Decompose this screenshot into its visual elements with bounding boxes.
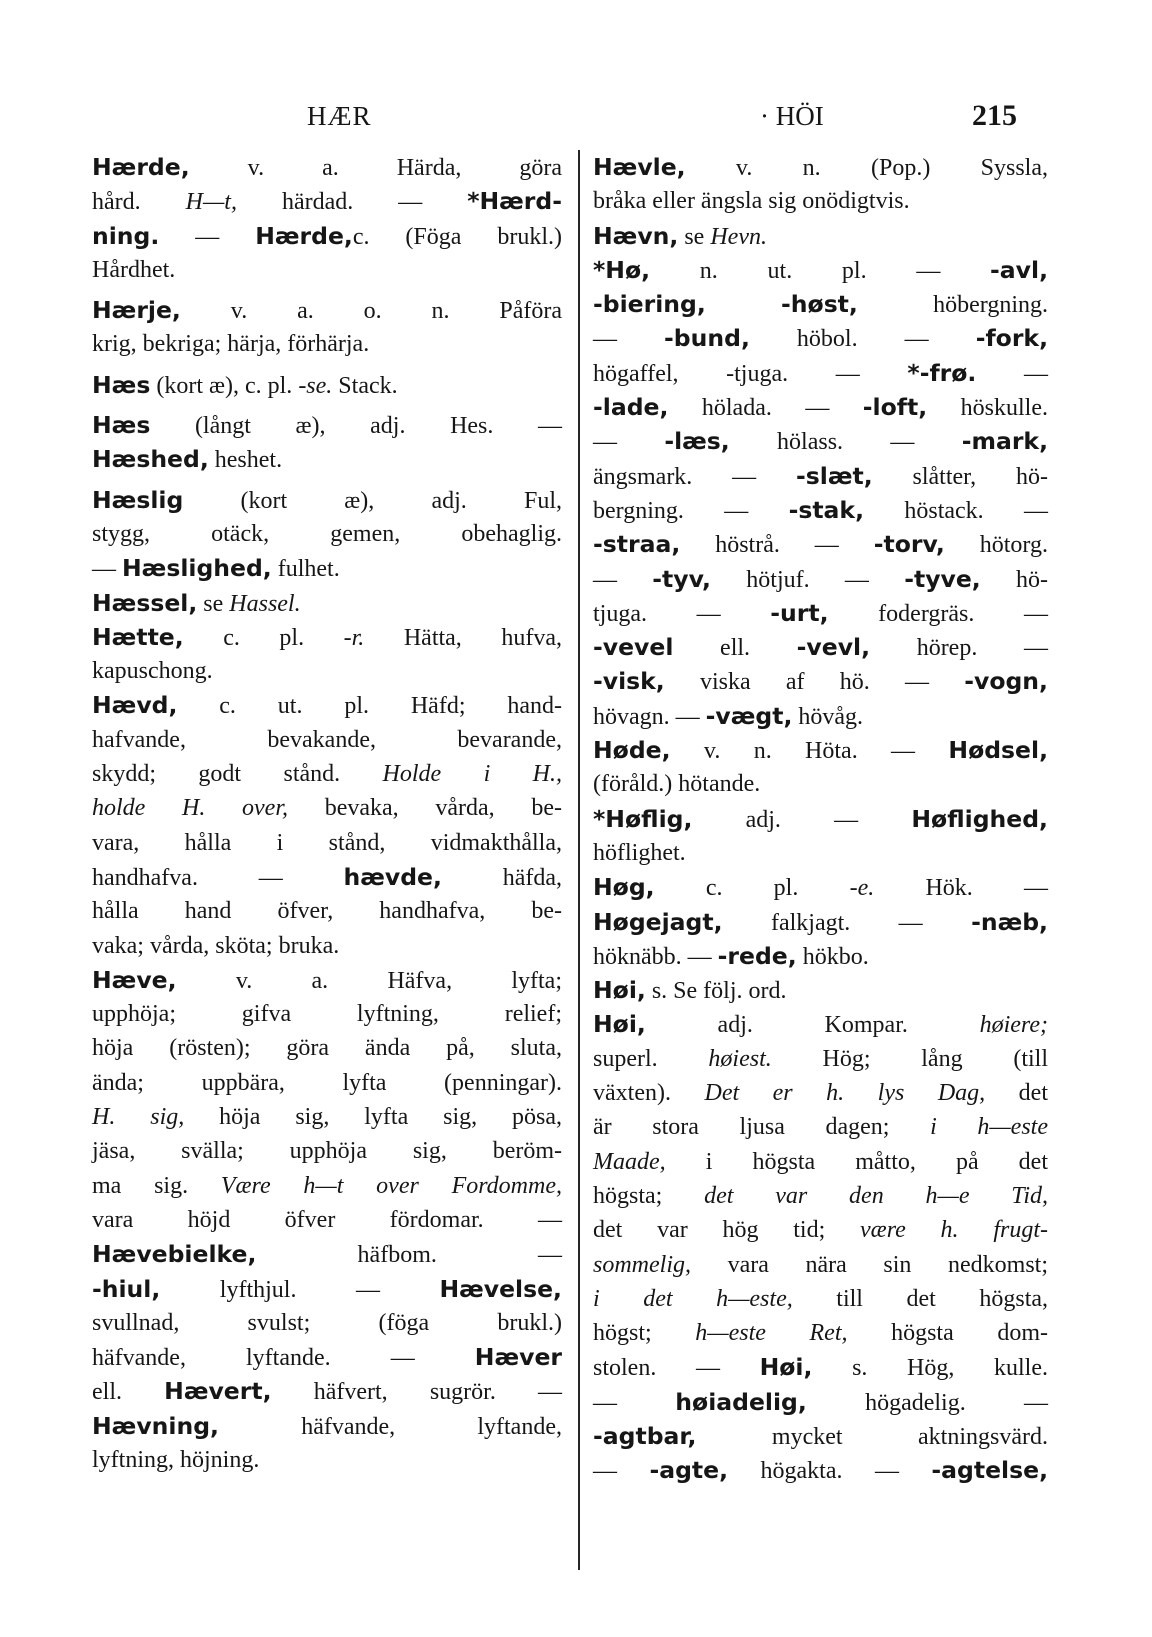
- entry-line: [92, 826, 562, 860]
- definition-text: häfbom. —: [256, 1242, 562, 1269]
- headword: Høi,: [593, 1010, 646, 1039]
- italic-phrase: Hevn.: [710, 223, 767, 250]
- running-head-left: HÆR: [307, 101, 372, 131]
- headword: Hæve,: [92, 965, 177, 994]
- entry-line: [92, 327, 562, 361]
- definition-text: lyftning, höjning.: [92, 1446, 260, 1473]
- definition-text: härdad. —: [236, 189, 468, 216]
- entry-line: [92, 894, 562, 928]
- headword: Hæshed,: [92, 445, 209, 474]
- definition-text: Hätta, hufva,: [364, 624, 562, 651]
- headword: -vevl,: [796, 633, 871, 662]
- entry-line: [593, 287, 1048, 321]
- definition-text: höskulle.: [927, 395, 1048, 422]
- headword: Hætte,: [92, 622, 184, 651]
- headword: Høg,: [593, 873, 655, 902]
- definition-text: ängsmark. —: [593, 463, 796, 490]
- entry-line: [92, 1409, 562, 1443]
- italic-phrase: i h—este: [930, 1114, 1048, 1141]
- entry-line: [92, 860, 562, 894]
- definition-text: (föråld.) hötande.: [593, 771, 761, 798]
- headword: *-frø.: [907, 358, 977, 387]
- headword: -vægt,: [705, 701, 793, 730]
- definition-text: hölass. —: [729, 429, 962, 456]
- entry-line: [593, 973, 1048, 1007]
- definition-text: högadelig. —: [806, 1389, 1049, 1416]
- entry-line: [593, 527, 1048, 561]
- definition-text: —: [593, 1389, 676, 1416]
- definition-text: hafvande, bevakande, bevarande,: [92, 726, 562, 753]
- headword: Hæslighed,: [122, 554, 272, 583]
- headword: hævde,: [343, 862, 442, 891]
- italic-phrase: -r.: [343, 624, 365, 651]
- entry-line: [92, 293, 562, 327]
- definition-text: vaka; vårda, sköta; bruka.: [92, 932, 340, 959]
- definition-text: tjuga. —: [593, 600, 771, 627]
- entry-line: [92, 219, 562, 253]
- entry-line: [593, 870, 1048, 904]
- definition-text: fodergräs. —: [828, 600, 1048, 627]
- definition-text: häfvert, sugrör. —: [271, 1379, 562, 1406]
- entry-line: [593, 802, 1048, 836]
- definition-text: är stora ljusa dagen;: [593, 1114, 931, 1141]
- italic-phrase: høiere;: [979, 1012, 1048, 1039]
- definition-text: hötorg.: [944, 532, 1048, 559]
- entry-line: [92, 1374, 562, 1408]
- definition-text: Hårdhet.: [92, 256, 176, 283]
- italic-phrase: Holde i H.,: [382, 761, 562, 788]
- definition-text: c. pl.: [654, 875, 850, 902]
- definition-text: häfvande, lyftande. —: [92, 1345, 475, 1372]
- headword: -biering,: [593, 290, 706, 319]
- definition-text: högsta dom-: [847, 1320, 1048, 1347]
- definition-text: [706, 292, 781, 318]
- headword: -tyv,: [652, 564, 711, 593]
- headword: -torv,: [873, 530, 945, 559]
- definition-text: (kort æ), c. pl.: [150, 372, 299, 399]
- entry-line: [593, 1453, 1048, 1487]
- definition-text: växten).: [593, 1080, 705, 1107]
- headword: *Hø,: [593, 255, 651, 284]
- definition-text: ell.: [673, 635, 797, 662]
- definition-text: höbol. —: [749, 326, 976, 353]
- definition-text: c. ut. pl. Häfd; hand-: [177, 693, 562, 720]
- entry-line: [593, 1419, 1048, 1453]
- entry-line: [593, 1007, 1048, 1041]
- definition-text: till det högsta,: [792, 1285, 1049, 1312]
- headword: -agtelse,: [931, 1456, 1048, 1485]
- italic-phrase: det var den h—e Tid,: [704, 1182, 1049, 1209]
- headword: Høgejagt,: [593, 907, 723, 936]
- definition-text: —: [976, 360, 1048, 387]
- definition-text: bergning. —: [593, 497, 789, 524]
- italic-phrase: Hassel.: [229, 590, 301, 617]
- definition-text: häfvande, lyftande,: [218, 1413, 562, 1440]
- definition-text: ma sig.: [92, 1172, 221, 1199]
- headword: *Høflig,: [593, 804, 693, 833]
- entry-line: [593, 1110, 1048, 1144]
- definition-text: höknäbb. —: [593, 943, 718, 970]
- headword: Hævn,: [593, 221, 679, 250]
- definition-text: häfda,: [441, 864, 563, 891]
- italic-phrase: H. sig,: [92, 1104, 185, 1131]
- definition-text: hö-: [980, 566, 1049, 593]
- definition-text: vara höjd öfver fördomar. —: [92, 1206, 562, 1233]
- definition-text: Hög; lång (till: [771, 1045, 1049, 1072]
- definition-text: det: [985, 1080, 1049, 1107]
- italic-phrase: holde H. over,: [92, 795, 289, 822]
- definition-text: v. a. Häfva, lyfta;: [176, 967, 562, 994]
- definition-text: —: [593, 429, 665, 456]
- entry-line: [92, 483, 562, 517]
- headword: -rede,: [717, 941, 797, 970]
- definition-text: hökbo.: [796, 943, 869, 970]
- entry-line: [92, 442, 562, 476]
- definition-text: svullnad, svulst; (föga brukl.): [92, 1309, 562, 1336]
- headword: -visk,: [593, 667, 665, 696]
- definition-text: v. n. Höta. —: [670, 738, 949, 765]
- definition-text: bevaka, vårda, be-: [288, 795, 563, 822]
- definition-text: —: [92, 556, 122, 583]
- headword: -agtbar,: [593, 1421, 697, 1450]
- entry-line: [92, 184, 562, 218]
- entry-line: [92, 963, 562, 997]
- headword: *Hærd-: [467, 187, 562, 216]
- definition-text: v. a. o. n. Påföra: [180, 298, 562, 325]
- definition-text: hötjuf. —: [710, 566, 905, 593]
- headword: -stak,: [788, 495, 865, 524]
- definition-text: upphöja; gifva lyftning, relief;: [92, 1001, 562, 1028]
- entry-line: [92, 1031, 562, 1065]
- entry-line: [593, 150, 1048, 184]
- headword: -avl,: [990, 255, 1048, 284]
- italic-phrase: h—este Ret,: [695, 1320, 848, 1347]
- headword: -slæt,: [796, 461, 873, 490]
- entry-line: [92, 586, 562, 620]
- italic-phrase: høiest.: [708, 1045, 772, 1072]
- italic-phrase: i det h—este,: [593, 1285, 793, 1312]
- definition-text: v. n. (Pop.) Syssla,: [685, 155, 1048, 181]
- entry-line: [92, 1237, 562, 1271]
- headword: Hævert,: [164, 1377, 272, 1406]
- definition-text: hörep. —: [870, 635, 1048, 662]
- headword: -læs,: [664, 427, 730, 456]
- definition-text: —: [159, 223, 256, 250]
- headword: Hævle,: [593, 153, 686, 181]
- headword: Hævebielke,: [92, 1240, 257, 1269]
- entry-line: [593, 1042, 1048, 1076]
- entry-line: [593, 562, 1048, 596]
- definition-text: s. Hög, kulle.: [812, 1355, 1048, 1382]
- definition-text: bråka eller ängsla sig onödigtvis.: [593, 188, 910, 215]
- definition-text: c. (Föga brukl.): [352, 223, 562, 250]
- entry-line: [593, 596, 1048, 630]
- definition-text: krig, bekriga; härja, förhärja.: [92, 331, 370, 358]
- entry-line: [92, 1306, 562, 1340]
- entry-line: [92, 1443, 562, 1477]
- definition-text: i högsta måtto, på det: [665, 1148, 1048, 1175]
- headword: Hæs: [92, 370, 151, 399]
- entry-line: [593, 836, 1048, 870]
- headword: Hærje,: [92, 296, 181, 325]
- entry-line: [92, 517, 562, 551]
- left-column: [92, 150, 562, 1477]
- definition-text: adj. —: [692, 806, 912, 833]
- definition-text: v. a. Härda, göra: [189, 155, 562, 181]
- entry-line: [92, 997, 562, 1031]
- definition-text: högst;: [593, 1320, 696, 1347]
- definition-text: (kort æ), adj. Ful,: [183, 487, 562, 514]
- italic-phrase: Det er h. lys Dag,: [704, 1080, 986, 1107]
- definition-text: hövagn. —: [593, 703, 706, 730]
- definition-text: jäsa, svälla; upphöja sig, beröm-: [92, 1138, 562, 1165]
- definition-text: kapuschong.: [92, 658, 213, 685]
- headword: Hævelse,: [439, 1274, 562, 1303]
- definition-text: —: [593, 326, 665, 353]
- entry-line: [593, 1076, 1048, 1110]
- definition-text: —: [593, 1458, 650, 1485]
- headword: Høi,: [759, 1353, 813, 1382]
- entry-line: [593, 905, 1048, 939]
- entry-line: [593, 1179, 1048, 1213]
- headword: Hødsel,: [948, 736, 1048, 765]
- entry-line: [92, 791, 562, 825]
- entry-line: [593, 767, 1048, 801]
- entry-line: [92, 253, 562, 287]
- headword: -fork,: [975, 324, 1049, 353]
- headword: Hærde,: [92, 153, 190, 181]
- headword: -hiul,: [92, 1274, 161, 1303]
- entry-line: [92, 150, 562, 184]
- entry-line: [593, 424, 1048, 458]
- headword: -agte,: [649, 1456, 729, 1485]
- entry-line: [593, 184, 1048, 218]
- entry-line: [92, 1066, 562, 1100]
- italic-phrase: være h. frugt-: [860, 1217, 1048, 1244]
- definition-text: hålla hand öfver, handhafva, be-: [92, 898, 562, 925]
- headword: -vevel: [593, 633, 674, 662]
- definition-text: (långt æ), adj. Hes. —: [150, 413, 562, 440]
- column-divider: [578, 150, 580, 1570]
- definition-text: superl.: [593, 1045, 709, 1072]
- definition-text: höja (rösten); göra ända på, sluta,: [92, 1035, 562, 1062]
- headword: -tyve,: [904, 564, 981, 593]
- headword: Hæssel,: [92, 588, 198, 617]
- headword: ning.: [92, 221, 160, 250]
- definition-text: mycket aktningsvärd.: [696, 1423, 1048, 1450]
- entry-line: [593, 1350, 1048, 1384]
- headword: Hæs: [92, 411, 151, 440]
- definition-text: hölada. —: [668, 395, 863, 422]
- definition-text: höstrå. —: [680, 532, 874, 559]
- entry-line: [92, 1340, 562, 1374]
- headword: Hæslig: [92, 485, 184, 514]
- entry-line: [593, 733, 1048, 767]
- definition-text: höbergning.: [857, 292, 1048, 319]
- definition-text: vara, hålla i stånd, vidmakthålla,: [92, 829, 562, 856]
- definition-text: högakta. —: [728, 1458, 932, 1485]
- definition-text: falkjagt. —: [722, 909, 972, 936]
- definition-text: ell.: [92, 1379, 165, 1406]
- entry-line: [593, 321, 1048, 355]
- definition-text: högsta;: [593, 1182, 705, 1209]
- definition-text: stygg, otäck, gemen, obehaglig.: [92, 520, 562, 547]
- definition-text: höstack. —: [864, 497, 1048, 524]
- entry-line: [593, 1145, 1048, 1179]
- headword: -bund,: [664, 324, 750, 353]
- entry-line: [92, 757, 562, 791]
- definition-text: slåtter, hö-: [872, 463, 1048, 490]
- definition-text: stolen. —: [593, 1355, 760, 1382]
- entry-line: [593, 1282, 1048, 1316]
- entry-line: [593, 1316, 1048, 1350]
- headword: Høi,: [593, 976, 646, 1005]
- italic-phrase: H—t,: [185, 189, 237, 216]
- definition-text: se: [197, 590, 230, 617]
- running-head-right: · HÖI: [760, 101, 824, 131]
- headword: -straa,: [593, 530, 681, 559]
- entry-line: [92, 368, 562, 402]
- entry-line: [92, 1100, 562, 1134]
- definition-text: Stack.: [332, 372, 398, 399]
- entry-line: [593, 390, 1048, 424]
- headword: -mark,: [961, 427, 1049, 456]
- definition-text: handhafva. —: [92, 864, 344, 891]
- headword: -urt,: [770, 598, 829, 627]
- entry-line: [92, 408, 562, 442]
- definition-text: n. ut. pl. —: [650, 257, 991, 284]
- entry-line: [92, 723, 562, 757]
- entry-line: [92, 1169, 562, 1203]
- entry-line: [92, 1272, 562, 1306]
- definition-text: fulhet.: [271, 556, 340, 583]
- right-column: [593, 150, 1048, 1488]
- italic-phrase: Være h—t over Fordomme,: [220, 1172, 562, 1199]
- entry-line: [593, 1213, 1048, 1247]
- definition-text: vara nära sin nedkomst;: [691, 1251, 1048, 1278]
- entry-line: [593, 253, 1048, 287]
- italic-phrase: -e.: [849, 875, 875, 902]
- entry-line: [593, 699, 1048, 733]
- entry-line: [92, 1134, 562, 1168]
- headword: Hævning,: [92, 1411, 219, 1440]
- definition-text: adj. Kompar.: [645, 1012, 980, 1039]
- entry-line: [92, 688, 562, 722]
- definition-text: höflighet.: [593, 839, 686, 866]
- headword: -lade,: [593, 393, 669, 422]
- headword: Hærde,: [255, 221, 353, 250]
- definition-text: —: [593, 566, 653, 593]
- headword: Høflighed,: [911, 804, 1048, 833]
- definition-text: viska af hö. —: [664, 669, 965, 696]
- entry-line: [593, 493, 1048, 527]
- headword: -vogn,: [964, 667, 1048, 696]
- entry-line: [92, 551, 562, 585]
- definition-text: skydd; godt stånd.: [92, 761, 383, 788]
- definition-text: heshet.: [208, 447, 283, 474]
- definition-text: hård.: [92, 189, 186, 216]
- entry-line: [92, 654, 562, 688]
- headword: -næb,: [971, 907, 1048, 936]
- page-number: 215: [972, 99, 1017, 132]
- definition-text: höja sig, lyfta sig, pösa,: [184, 1104, 562, 1131]
- definition-text: högaffel, -tjuga. —: [593, 360, 908, 387]
- entry-line: [593, 664, 1048, 698]
- entry-line: [593, 219, 1048, 253]
- entry-line: [593, 356, 1048, 390]
- entry-line: [92, 929, 562, 963]
- headword: Hævd,: [92, 691, 178, 720]
- headword: høiadelig,: [675, 1387, 807, 1416]
- entry-line: [593, 939, 1048, 973]
- entry-line: [92, 1203, 562, 1237]
- definition-text: lyfthjul. —: [160, 1276, 440, 1303]
- entry-line: [593, 630, 1048, 664]
- definition-text: s. Se följ. ord.: [645, 978, 787, 1005]
- italic-phrase: sommelig,: [593, 1251, 691, 1278]
- italic-phrase: Maade,: [593, 1148, 666, 1175]
- definition-text: Hök. —: [874, 875, 1048, 902]
- entry-line: [593, 1385, 1048, 1419]
- entry-line: [92, 620, 562, 654]
- italic-phrase: -se.: [298, 372, 333, 399]
- definition-text: c. pl.: [183, 624, 344, 651]
- definition-text: hövåg.: [792, 703, 864, 730]
- headword: -høst,: [781, 290, 858, 319]
- headword: Høde,: [593, 736, 671, 765]
- entry-line: [593, 1248, 1048, 1282]
- headword: Hæver: [474, 1343, 562, 1372]
- definition-text: det var hög tid;: [593, 1217, 861, 1244]
- definition-text: ända; uppbära, lyfta (penningar).: [92, 1069, 562, 1096]
- definition-text: se: [678, 223, 711, 250]
- headword: -loft,: [862, 393, 928, 422]
- entry-line: [593, 459, 1048, 493]
